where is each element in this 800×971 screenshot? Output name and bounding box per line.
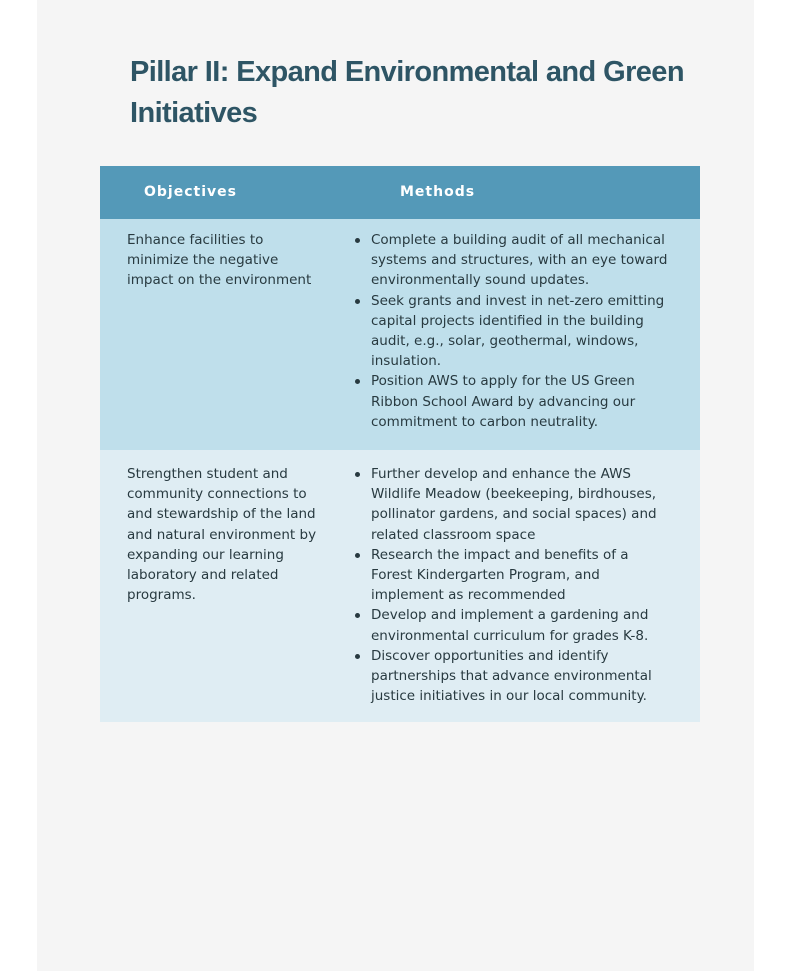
methods-list [353,230,673,432]
method-item: Complete a building audit of all mechanical systems and structures, with an eye toward environmentally sound updates. [353,230,673,291]
table-header [100,166,700,219]
table-row [100,219,700,450]
header-methods: Methods [400,184,476,200]
method-item: Develop and implement a gardening and environmental curriculum for grades K-8. [353,605,673,645]
objectives-methods-table [100,166,700,722]
methods-list [353,464,673,706]
method-item: Position AWS to apply for the US Green Ribbon School Award by advancing our commitment to carbon neutrality. [353,371,673,432]
page-title: Pillar II: Expand Environmental and Green Initiatives [130,56,684,129]
method-item: Seek grants and invest in net-zero emitting capital projects identified in the building audit, e.g., solar, geothermal, windows, insulation. [353,291,673,372]
table-row [100,450,700,722]
method-item: Research the impact and benefits of a Forest Kindergarten Program, and implement as recommended [353,545,673,606]
header-objectives: Objectives [144,184,237,200]
objective-cell: Enhance facilities to minimize the negative impact on the environment [127,232,312,289]
method-item: Further develop and enhance the AWS Wildlife Meadow (beekeeping, birdhouses, pollinator gardens, and social spaces) and related classroom space [353,464,673,545]
method-item: Discover opportunities and identify partnerships that advance environmental justice initiatives in our local community. [353,646,673,707]
objective-cell: Strengthen student and community connections to and stewardship of the land and natural environment by expanding our learning laboratory and related programs. [127,466,317,604]
